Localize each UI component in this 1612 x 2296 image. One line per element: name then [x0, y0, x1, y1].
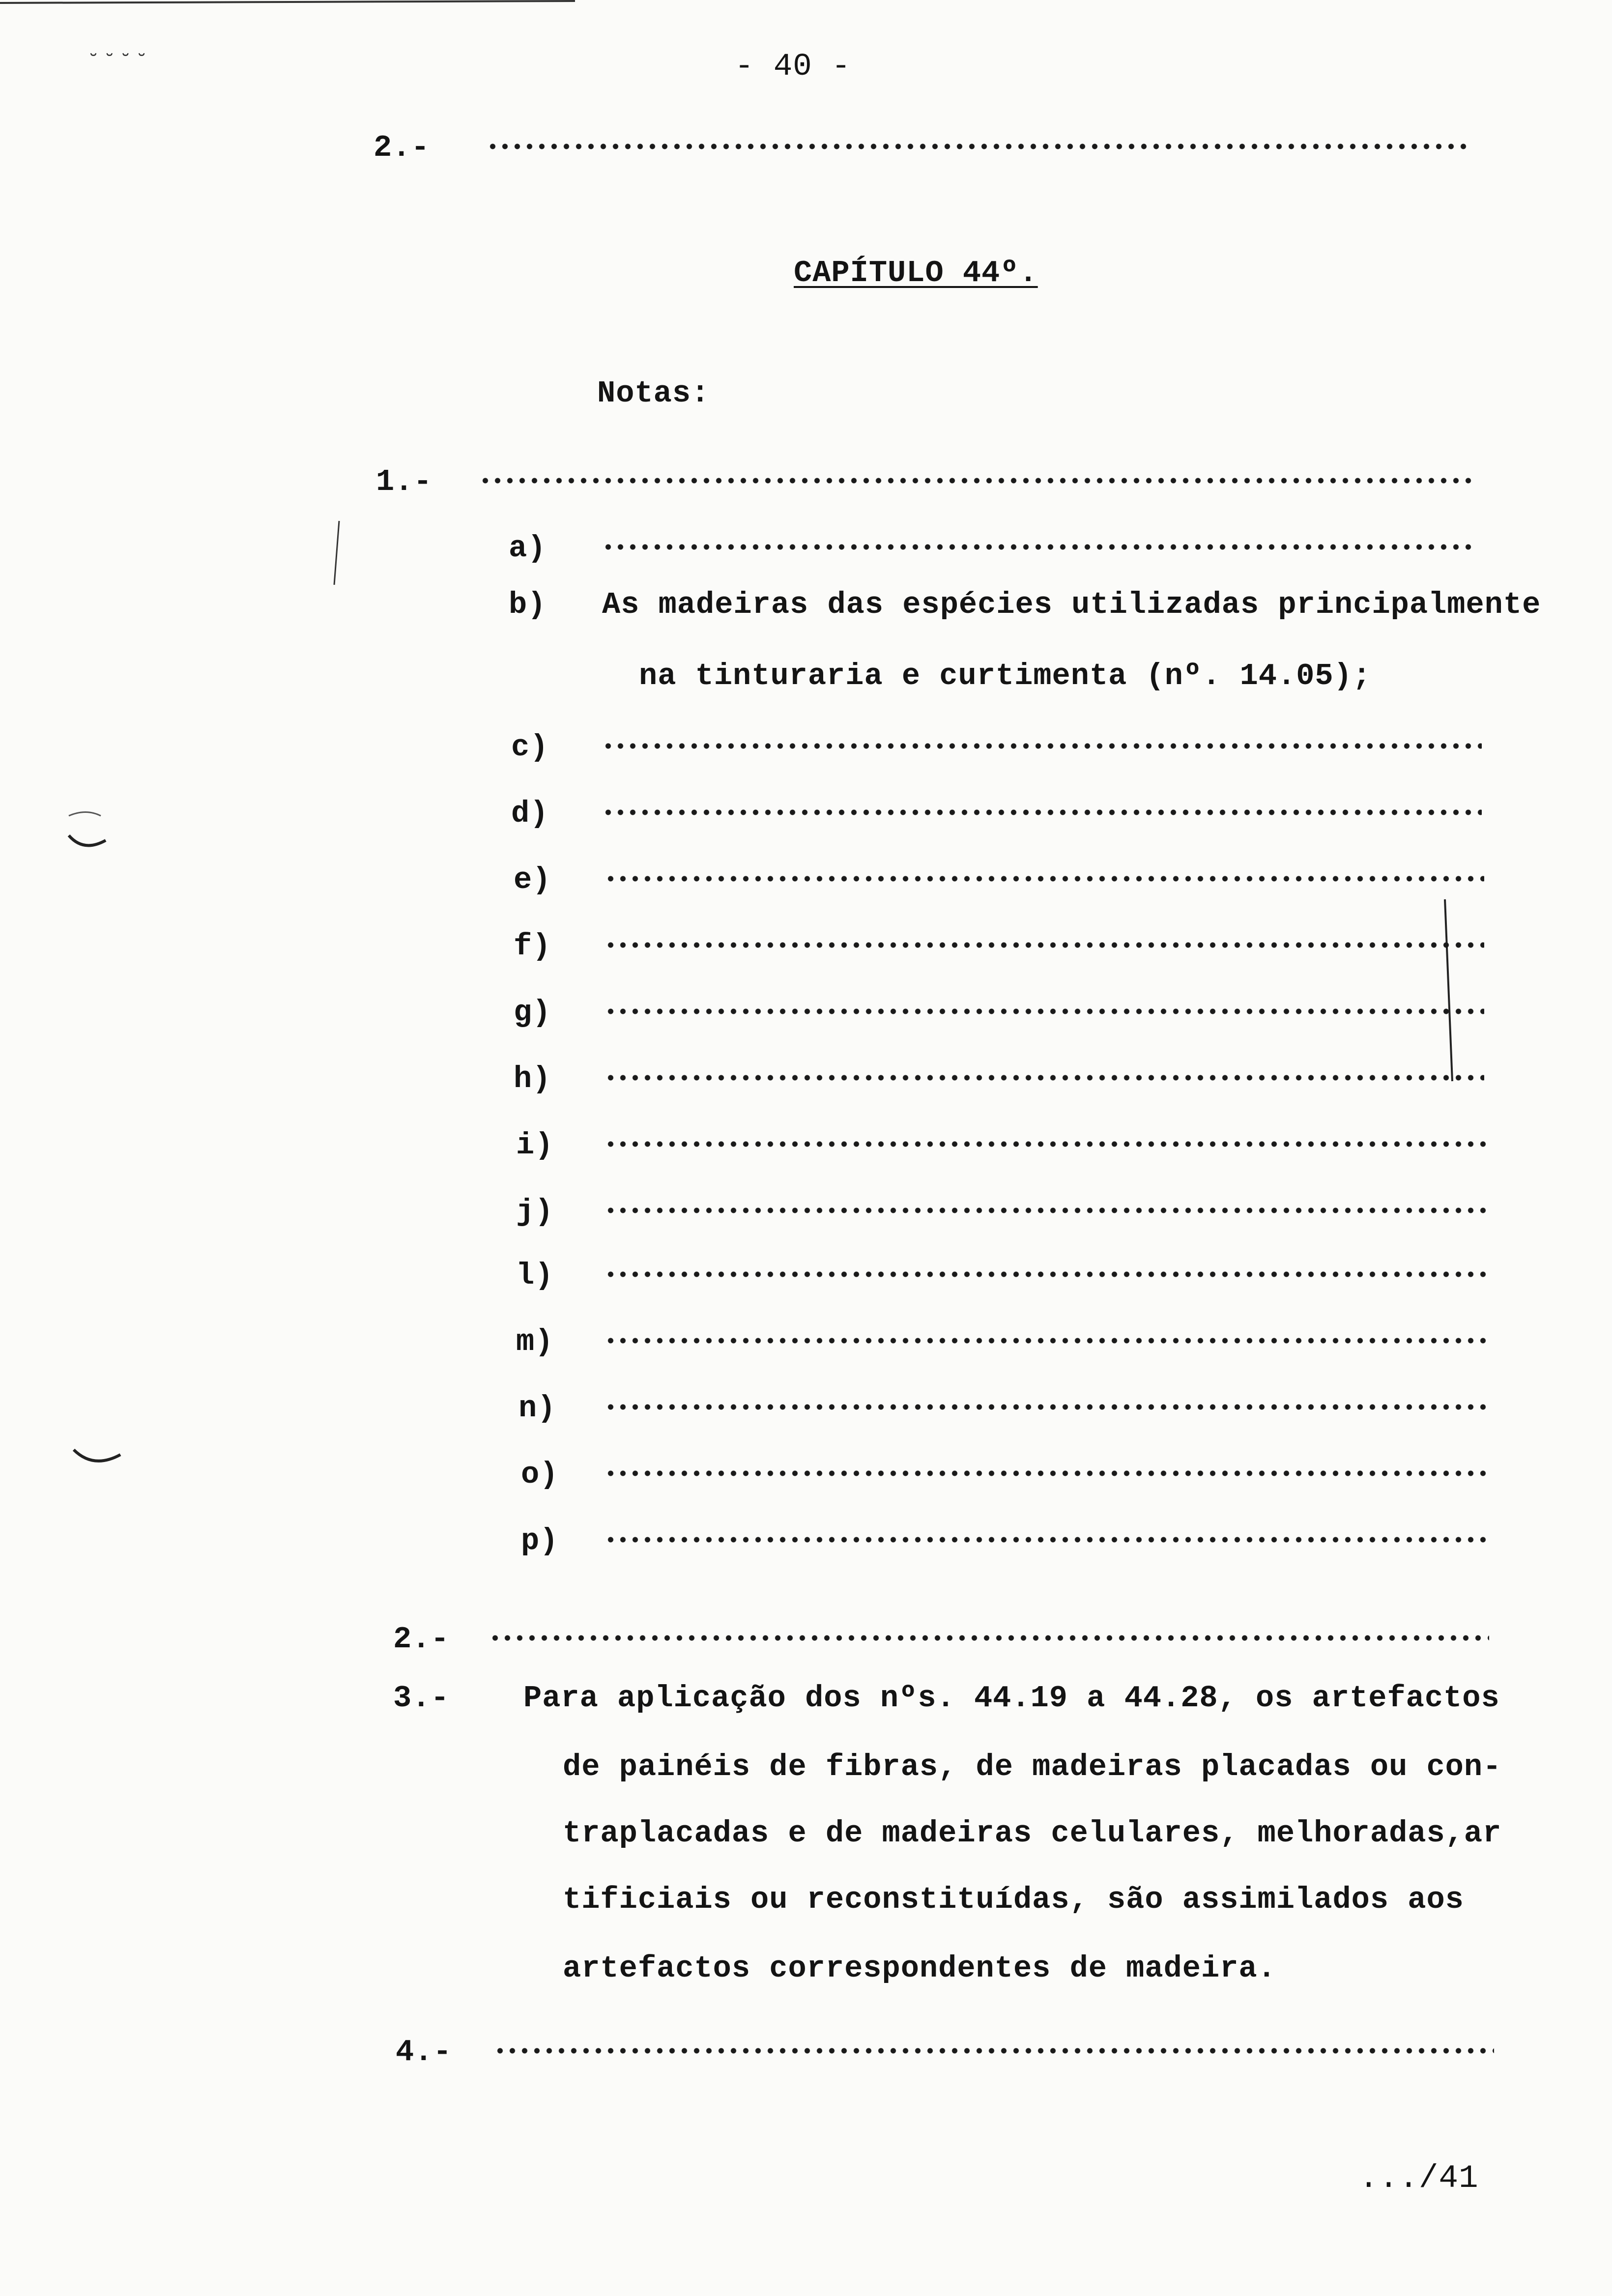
note-1-item-n: n): [518, 1391, 556, 1426]
note-4-label: 4.-: [396, 2035, 452, 2069]
note-1-item-d: d): [511, 796, 549, 831]
leader-dots: [479, 477, 1472, 485]
leader-dots: [604, 1270, 1487, 1278]
leader-dots: [604, 1337, 1489, 1345]
continuation-marker: .../41: [1359, 2160, 1479, 2197]
note-1-item-i: i): [516, 1128, 554, 1163]
note-1-item-b-text-line1: As madeiras das espécies utilizadas principalmente: [602, 587, 1541, 622]
leader-dots: [604, 1536, 1489, 1544]
leader-dots: [604, 1007, 1484, 1015]
top-item-label: 2.-: [374, 130, 430, 165]
note-1-item-g: g): [514, 995, 551, 1030]
leader-dots: [604, 1074, 1484, 1082]
leader-dots: [487, 143, 1467, 150]
chapter-title: CAPÍTULO 44º.: [794, 256, 1038, 290]
leader-dots: [604, 1469, 1489, 1477]
note-1-item-h: h): [514, 1062, 551, 1096]
note-1-item-b: b): [509, 587, 547, 622]
note-3-label: 3.-: [393, 1681, 450, 1716]
leader-dots: [604, 875, 1484, 883]
note-3-line-5: artefactos correspondentes de madeira.: [563, 1951, 1276, 1986]
notes-heading: Notas:: [597, 376, 710, 411]
leader-dots: [602, 543, 1474, 551]
leader-dots: [602, 808, 1482, 816]
leader-dots: [494, 2047, 1494, 2055]
note-3-line-1: Para aplicação dos nºs. 44.19 a 44.28, os artefactos: [523, 1681, 1500, 1716]
note-3-line-2: de painéis de fibras, de madeiras placadas ou con-: [563, 1750, 1502, 1784]
note-1-item-j: j): [516, 1194, 554, 1229]
note-3-line-4: tificiais ou reconstituídas, são assimilados aos: [563, 1882, 1464, 1917]
note-1-item-l: l): [516, 1258, 554, 1293]
leader-dots: [489, 1634, 1489, 1642]
leader-dots: [602, 742, 1482, 750]
svg-text:˘ ˘ ˘ ˘: ˘ ˘ ˘ ˘: [88, 51, 147, 74]
leader-dots: [604, 1206, 1487, 1214]
note-1-item-c: c): [511, 730, 549, 765]
note-1-item-m: m): [516, 1324, 554, 1359]
note-1-item-e: e): [514, 862, 551, 897]
note-1-item-f: f): [514, 929, 551, 964]
note-1-item-o: o): [521, 1457, 559, 1492]
leader-dots: [604, 941, 1484, 949]
note-3-line-3: traplacadas e de madeiras celulares, melhoradas,ar: [563, 1816, 1502, 1851]
note-1-item-p: p): [521, 1523, 559, 1558]
note-1-item-b-text-line2: na tinturaria e curtimenta (nº. 14.05);: [639, 659, 1372, 693]
leader-dots: [604, 1403, 1489, 1411]
page-number: - 40 -: [735, 49, 851, 85]
leader-dots: [604, 1140, 1487, 1148]
note-1-label: 1.-: [376, 464, 432, 499]
note-2-label: 2.-: [393, 1622, 450, 1657]
note-1-item-a: a): [509, 531, 547, 566]
